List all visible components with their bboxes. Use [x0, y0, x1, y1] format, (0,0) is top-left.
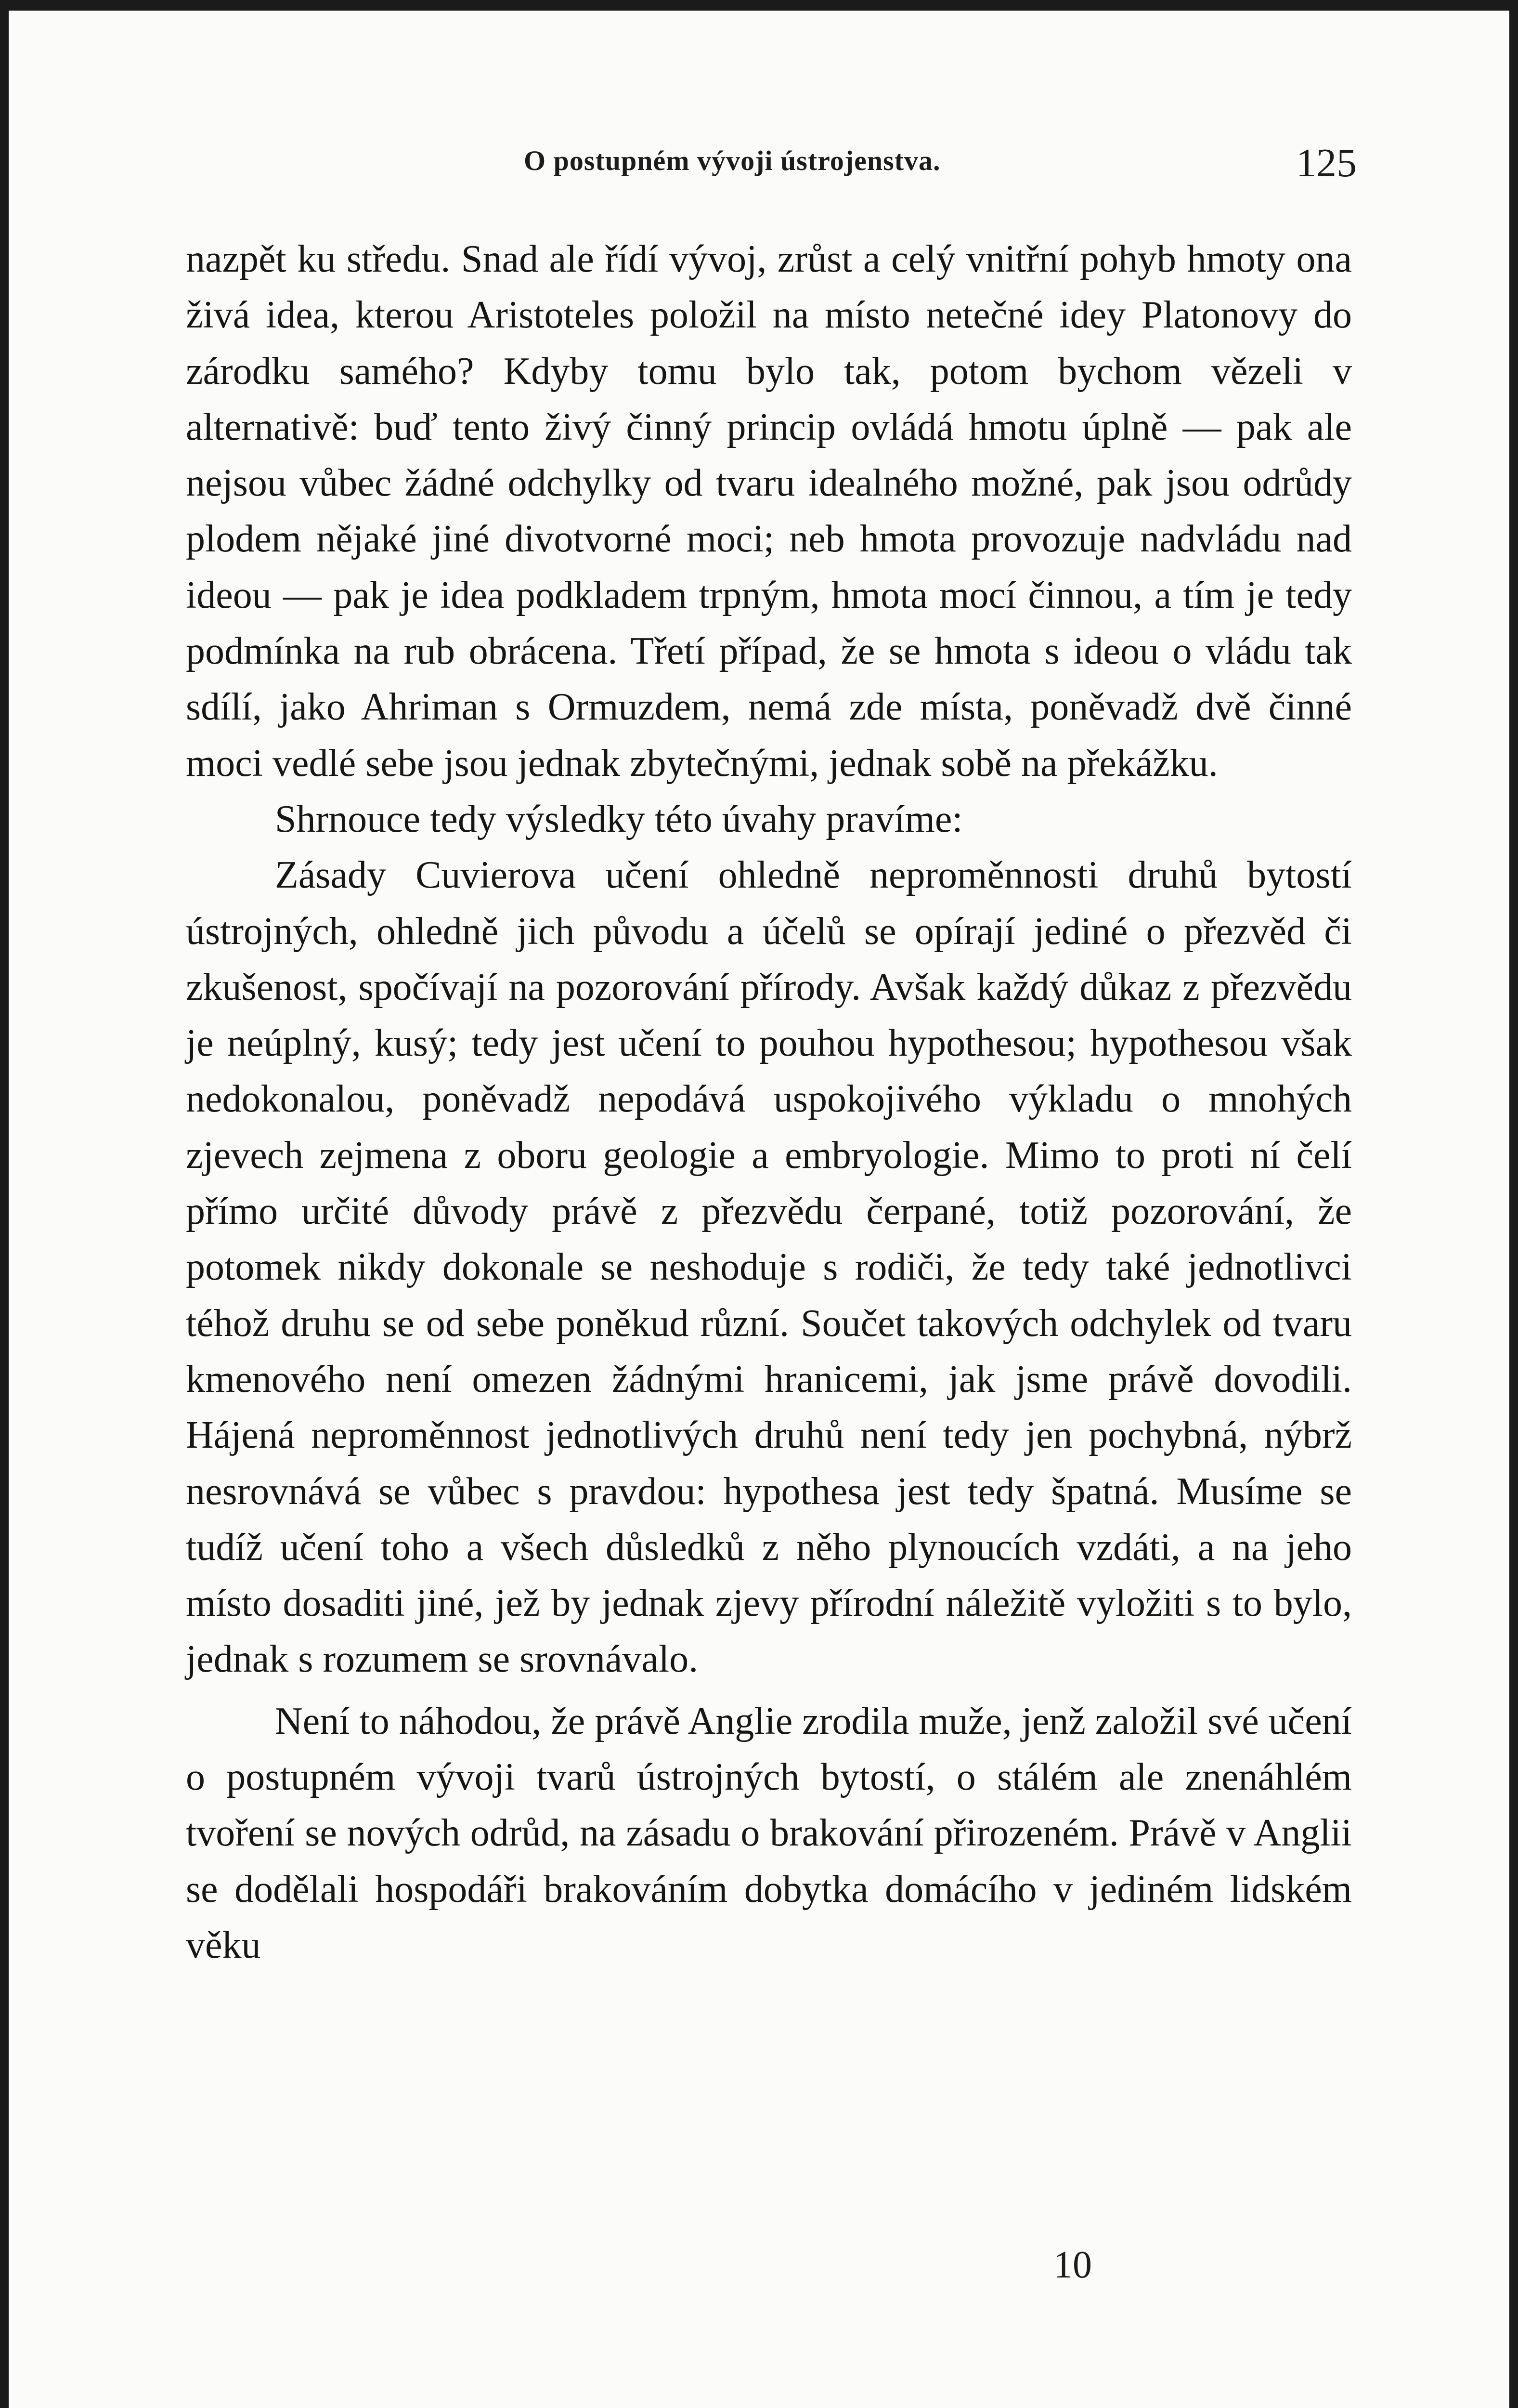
body-text [186, 231, 1352, 1973]
paragraph: Není to náhodou, že právě Anglie zrodila muže, jenž založil své učení o postupném vývoji tvarů ústrojných bytostí, o stálém ale znenáhlém tvoření se nových odrůd, na zásadu o brakování přirozeném. Právě v Anglii se dodělali hospodáři brakováním dobytka domácího v jediném lidském věku [186, 1700, 1352, 1966]
paragraph: nazpět ku středu. Snad ale řídí vývoj, zrůst a celý vnitřní pohyb hmoty ona živá idea, kterou Aristoteles položil na místo netečné idey Platonovy do zárodku samého? Kdyby tomu bylo tak, potom bychom vězeli v alternativě: buď tento živý činný princip ovládá hmotu úplně — pak ale nejsou vůbec žádné odchylky od tvaru idealného možné, pak jsou odrůdy plodem nějaké jiné divotvorné moci; neb hmota provozuje nadvládu nad ideou — pak je idea podkladem trpným, hmota mocí činnou, a tím je tedy podmínka na rub obrácena. Třetí případ, že se hmota s ideou o vládu tak sdílí, jako Ahriman s Ormuzdem, nemá zde místa, poněvadž dvě činné moci vedlé sebe jsou jednak zbytečnými, jednak sobě na překážku. [186, 238, 1352, 785]
paragraph: Shrnouce tedy výsledky této úvahy pravíme: [275, 798, 963, 840]
page-number: 125 [1296, 141, 1357, 185]
page-header [192, 126, 1357, 189]
paragraph: Zásady Cuvierova učení ohledně neproměnnosti druhů bytostí ústrojných, ohledně jich původu a účelů se opírají jediné o přezvěd či zkušenost, spočívají na pozorování přírody. Avšak každý důkaz z přezvědu je neúplný, kusý; tedy jest učení to pouhou hypothesou; hypothesou však nedokonalou, poněvadž nepodává uspokojivého výkladu o mnohých zjevech zejmena z oboru geologie a embryologie. Mimo to proti ní čelí přímo určité důvody právě z přezvědu čerpané, totiž pozorování, že potomek nikdy dokonale se neshoduje s rodiči, že tedy také jednotlivci téhož druhu se od sebe poněkud různí. Součet takových odchylek od tvaru kmenového není omezen žádnými hranicemi, jak jsme právě dovodili. Hájená neproměnnost jednotlivých druhů není tedy jen pochybná, nýbrž nesrovnává se vůbec s pravdou: hypothesa jest tedy špatná. Musíme se tudíž učení toho a všech důsledků z něho plynoucích vzdáti, a na jeho místo dosaditi jiné, jež by jednak zjevy přírodní náležitě vyložiti s to bylo, jednak s rozumem se srovnávalo. [186, 854, 1352, 1681]
book-page [9, 11, 1509, 2408]
running-title: O postupném vývoji ústrojenstva. [524, 145, 941, 176]
signature-mark: 10 [1053, 2244, 1092, 2286]
